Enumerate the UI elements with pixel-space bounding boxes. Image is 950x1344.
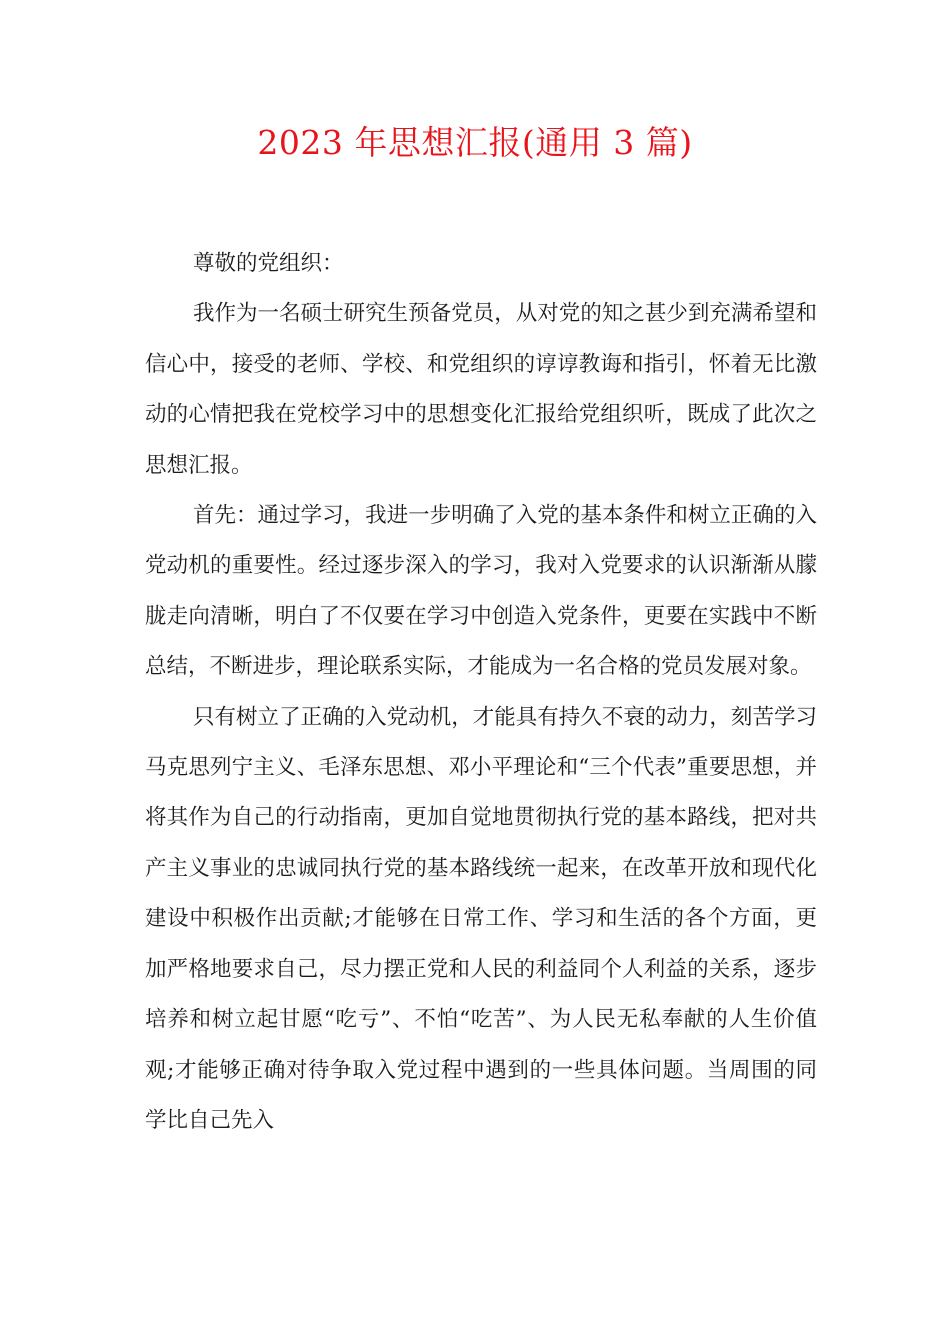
paragraph-1: 我作为一名硕士研究生预备党员，从对党的知之甚少到充满希望和信心中，接受的老师、学校、和党组织的谆谆教诲和指引，怀着无比激动的心情把我在党校学习中的思想变化汇报给党组织听，既成了此次之思想汇报。: [145, 301, 817, 478]
document-title: 2023 年思想汇报(通用 3 篇): [257, 123, 693, 162]
document-body: [145, 239, 817, 1146]
paragraph-2: 首先：通过学习，我进一步明确了入党的基本条件和树立正确的入党动机的重要性。经过逐步深入的学习，我对入党要求的认识渐渐从朦胧走向清晰，明白了不仅要在学习中创造入党条件，更要在实践中不断总结，不断进步，理论联系实际，才能成为一名合格的党员发展对象。: [145, 503, 817, 680]
paragraph-3: 只有树立了正确的入党动机，才能具有持久不衰的动力，刻苦学习马克思列宁主义、毛泽东思想、邓小平理论和“三个代表”重要思想，并将其作为自己的行动指南，更加自觉地贯彻执行党的基本路线，把对共产主义事业的忠诚同执行党的基本路线统一起来，在改革开放和现代化建设中积极作出贡献;才能够在日常工作、学习和生活的各个方面，更加严格地要求自己，尽力摆正党和人民的利益同个人利益的关系，逐步培养和树立起甘愿“吃亏”、不怕“吃苦”、为人民无私奉献的人生价值观;才能够正确对待争取入党过程中遇到的一些具体问题。当周围的同学比自己先入: [145, 704, 817, 1133]
greeting-line: 尊敬的党组织：: [193, 251, 344, 276]
